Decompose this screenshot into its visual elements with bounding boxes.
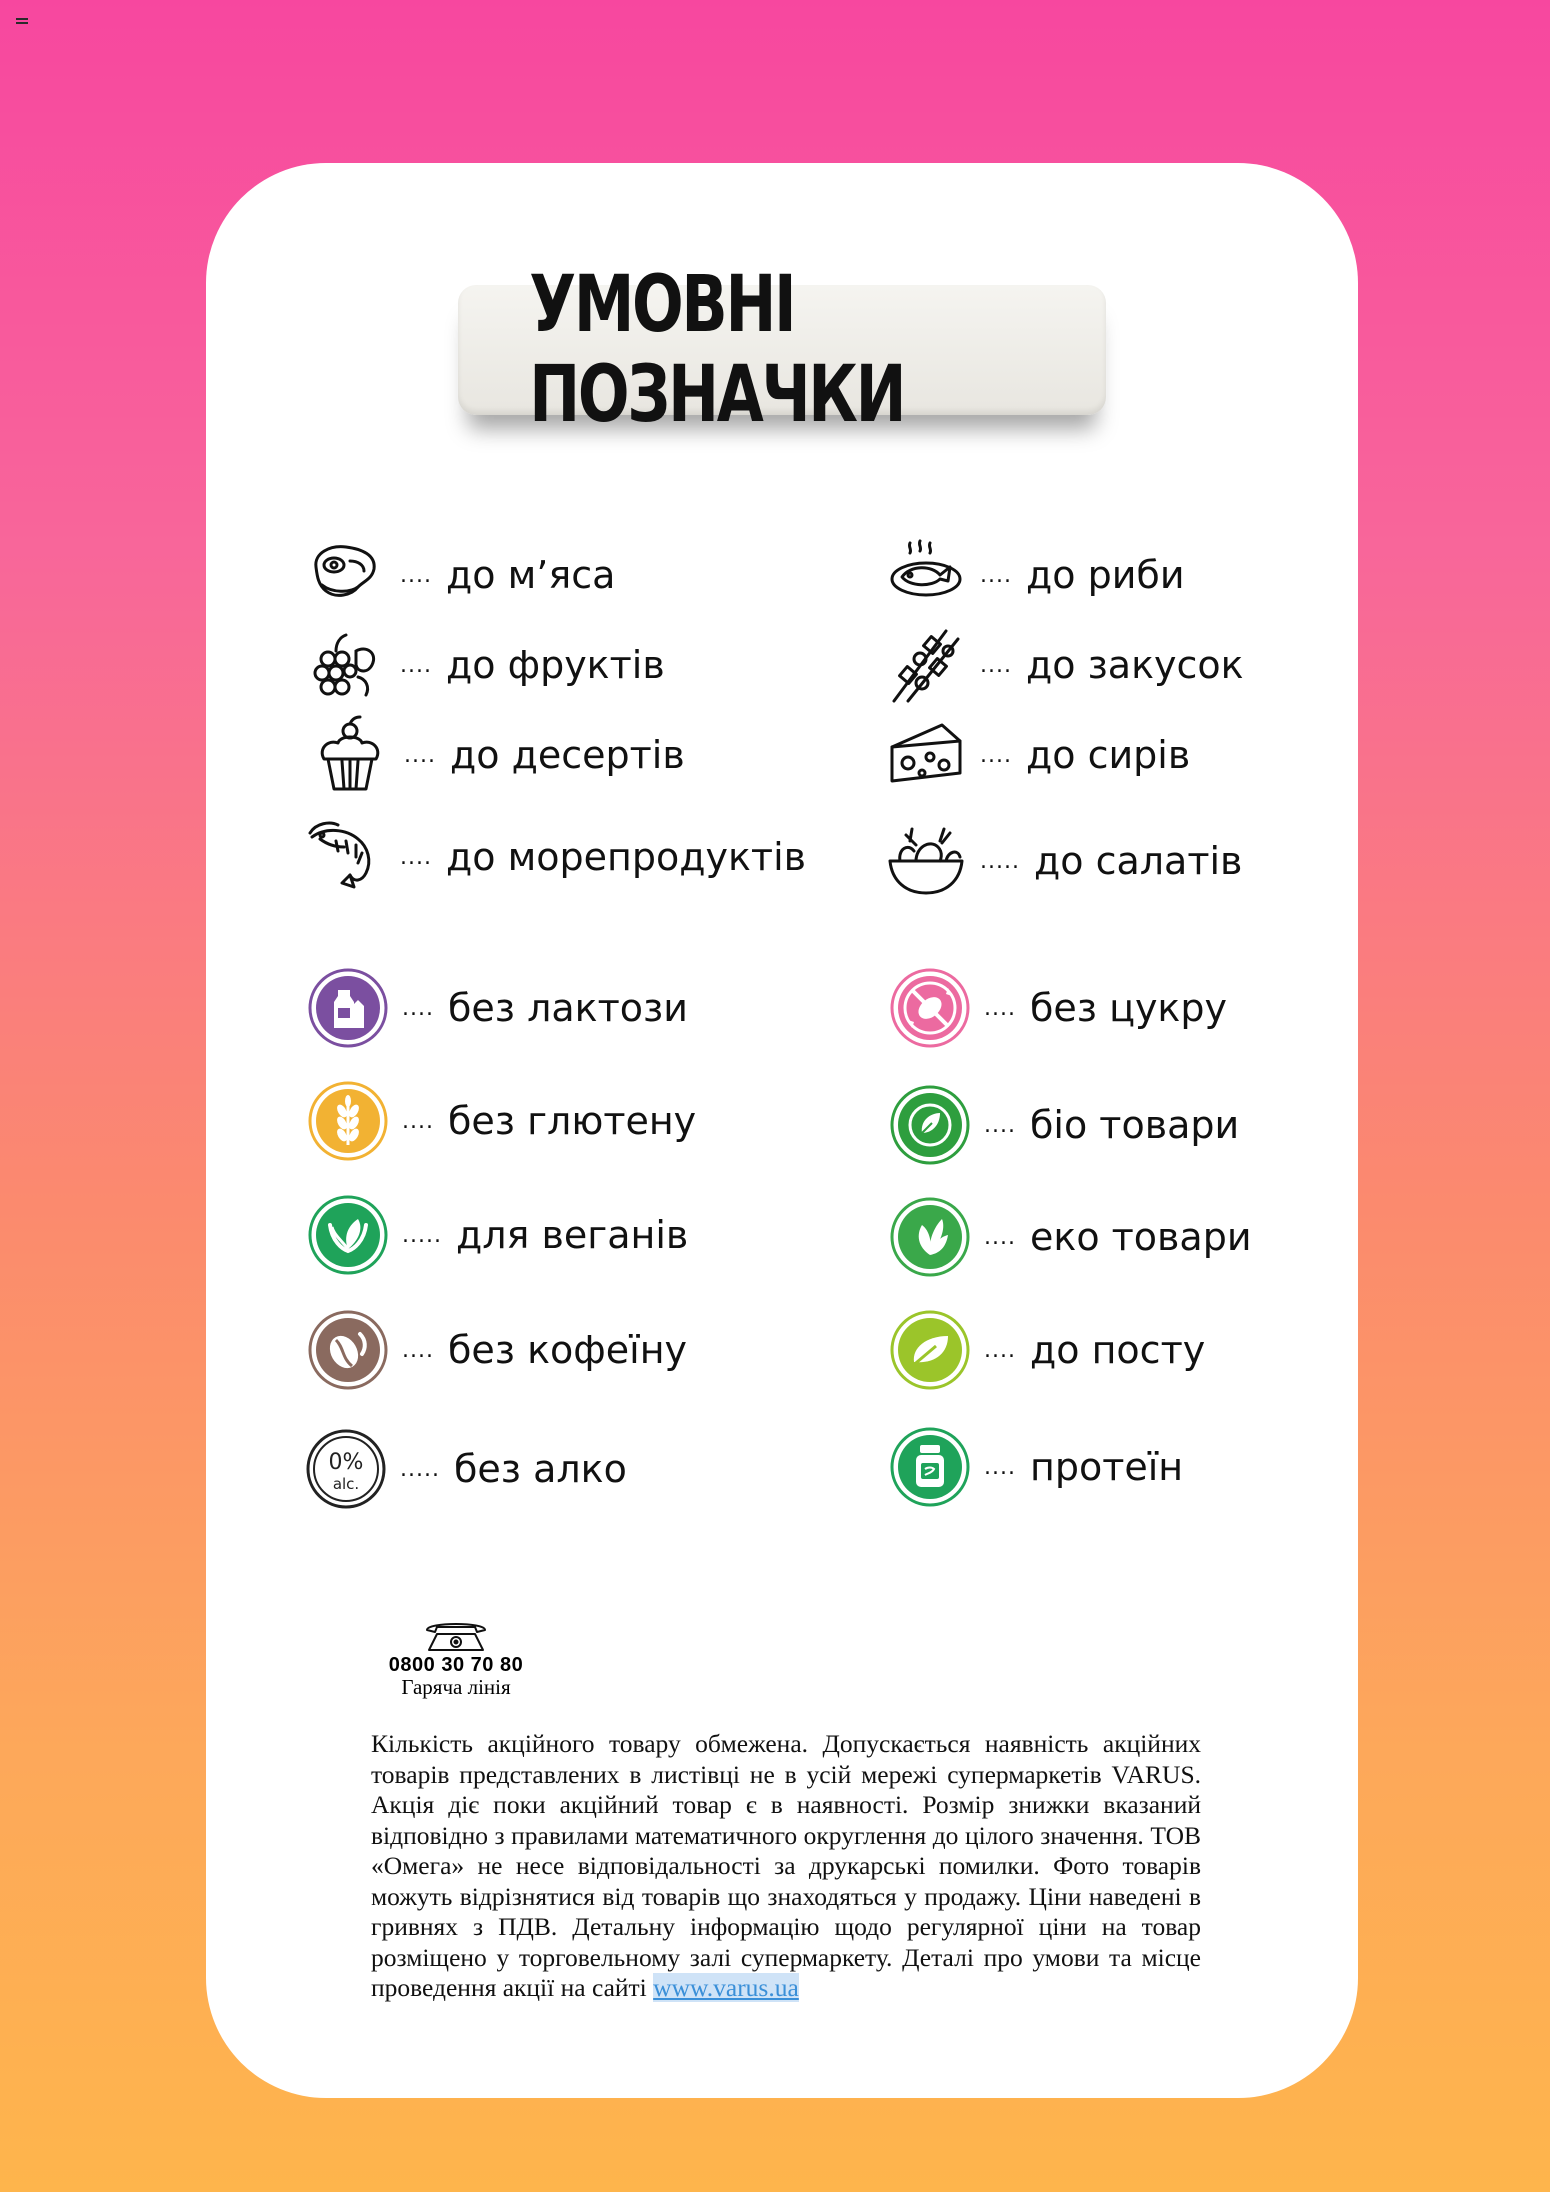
menu-icon[interactable] <box>16 18 28 28</box>
page-title: УМОВНІ ПОЗНАЧКИ <box>529 260 905 440</box>
salad-bowl-icon <box>886 821 966 901</box>
legend-label: для веганів <box>455 1213 689 1257</box>
legend-label: до посту <box>1029 1328 1206 1372</box>
legend-item-fruit <box>306 625 665 705</box>
legend-item-no-caffeine <box>308 1310 687 1390</box>
skewers-snack-icon <box>886 625 966 705</box>
legend-label: біо товари <box>1029 1103 1240 1147</box>
dots: .... <box>980 742 1012 768</box>
legend-item-fasting <box>890 1310 1205 1390</box>
dots: .... <box>980 562 1012 588</box>
legend-label: до м’яса <box>445 553 616 597</box>
dots: .... <box>404 742 436 768</box>
legend-item-no-gluten <box>308 1081 696 1161</box>
grapes-fruit-icon <box>306 625 386 705</box>
legend-item-seafood <box>306 817 806 897</box>
hotline-block <box>371 1618 541 1700</box>
legend-item-eco <box>890 1197 1252 1277</box>
dots: .... <box>402 995 434 1021</box>
legend-label: без алко <box>453 1447 627 1491</box>
dots: .... <box>984 995 1016 1021</box>
cheese-icon <box>886 715 966 795</box>
eco-leaf-icon <box>890 1197 970 1277</box>
vegan-leaf-icon <box>308 1195 388 1275</box>
meat-steak-icon <box>306 535 386 615</box>
no-gluten-icon <box>308 1081 388 1161</box>
dots: .... <box>980 652 1012 678</box>
legend-item-no-alcohol <box>306 1429 627 1509</box>
legend-card <box>206 163 1358 2098</box>
legend-label: без лактози <box>447 986 688 1030</box>
disclaimer-body: Кількість акційного товару обмежена. Допускається наявність акційних товарів представлених в листівці не в усій мережі супермаркетів VARUS. Акція діє поки акційний товар є в наявності. Розмір знижки вказаний відповідно з правилами математичного округлення до цілого значення. ТОВ «Омега» не несе відповідальності за друкарські помилки. Фото товарів можуть відрізнятися від товарів що знаходяться у продажу. Ціни наведені в гривнях з ПДВ. Детальну інформацію щодо регулярної ціни на товар розміщено у торговельному залі супермаркету. Деталі про умови та місце проведення акції на сайті <box>371 1729 1201 2002</box>
legend-item-protein <box>890 1427 1183 1507</box>
svg-text:0%: 0% <box>328 1450 364 1475</box>
dots: .... <box>400 562 432 588</box>
dots: ..... <box>400 1456 440 1482</box>
website-link[interactable]: www.varus.ua <box>653 1973 799 2002</box>
legend-label: до фруктів <box>445 643 665 687</box>
hotline-label: Гаряча лінія <box>401 1675 511 1699</box>
dots: .... <box>984 1112 1016 1138</box>
svg-text:alc.: alc. <box>332 1475 360 1493</box>
dots: .... <box>400 652 432 678</box>
legend-label: без кофеїну <box>447 1328 688 1372</box>
legend-label: еко товари <box>1029 1215 1252 1259</box>
zero-alcohol-icon <box>306 1429 386 1509</box>
dots: .... <box>402 1337 434 1363</box>
legend-item-snacks <box>886 625 1244 705</box>
legend-item-bio <box>890 1085 1239 1165</box>
legend-label: до морепродуктів <box>445 835 807 879</box>
legend-label: протеїн <box>1029 1445 1184 1489</box>
bio-leaf-icon <box>890 1085 970 1165</box>
legend-label: до риби <box>1025 553 1185 597</box>
dots: .... <box>402 1108 434 1134</box>
disclaimer-text <box>371 1729 1201 2004</box>
legend-label: без глютену <box>447 1099 697 1143</box>
dots: ..... <box>402 1222 442 1248</box>
legend-label: до десертів <box>449 733 685 777</box>
legend-item-vegan <box>308 1195 688 1275</box>
legend-item-salad <box>886 821 1242 901</box>
fish-plate-icon <box>886 535 966 615</box>
legend-item-no-lactose <box>308 968 688 1048</box>
legend-label: до сирів <box>1025 733 1191 777</box>
legend-label: без цукру <box>1029 986 1227 1030</box>
legend-item-cheese <box>886 715 1190 795</box>
protein-jar-icon <box>890 1427 970 1507</box>
no-caffeine-icon <box>308 1310 388 1390</box>
legend-item-no-sugar <box>890 968 1227 1048</box>
no-sugar-icon <box>890 968 970 1048</box>
telephone-icon <box>371 1618 541 1652</box>
shrimp-seafood-icon <box>306 817 386 897</box>
legend-label: до салатів <box>1033 839 1243 883</box>
no-lactose-icon <box>308 968 388 1048</box>
fasting-leaf-icon <box>890 1310 970 1390</box>
dots: .... <box>984 1337 1016 1363</box>
legend-item-dessert <box>310 715 685 795</box>
dots: .... <box>984 1454 1016 1480</box>
dots: .... <box>400 844 432 870</box>
dots: .... <box>984 1224 1016 1250</box>
hotline-number[interactable]: 0800 30 70 80 <box>388 1654 524 1676</box>
legend-item-fish <box>886 535 1185 615</box>
title-plate <box>458 260 1106 440</box>
legend-label: до закусок <box>1025 643 1244 687</box>
legend-item-meat <box>306 535 615 615</box>
dots: ..... <box>980 848 1020 874</box>
cupcake-dessert-icon <box>310 715 390 795</box>
